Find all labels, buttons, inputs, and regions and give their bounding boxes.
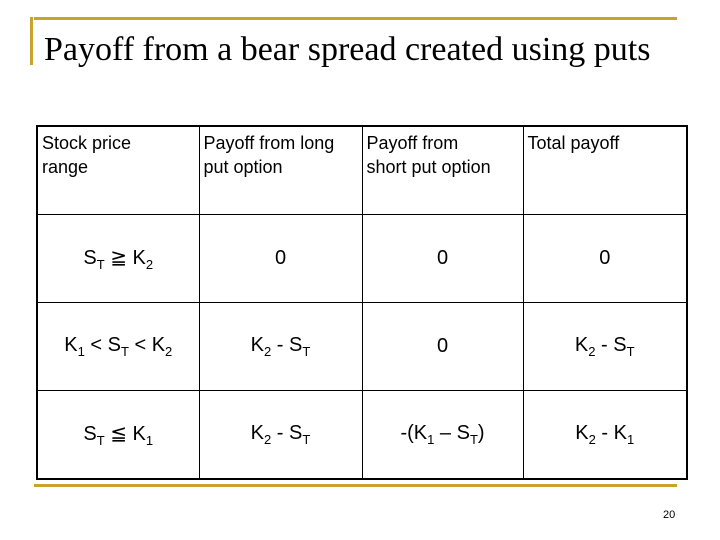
payoff-table: [36, 125, 688, 480]
cell-total: $K_2 - K_1$: [523, 390, 687, 479]
table-header-row: [37, 126, 687, 214]
slide-title: Payoff from a bear spread created using puts: [44, 31, 651, 68]
cell-total: $K_2 - S_T$: [523, 302, 687, 390]
header-long-put-payoff: Payoff from long put option: [199, 126, 362, 214]
cell-long-put: $K_2 - S_T$: [199, 302, 362, 390]
header-stock-price-range: Stock price range: [37, 126, 199, 214]
table-row: [37, 214, 687, 302]
header-total-payoff: Total payoff: [523, 126, 687, 214]
cell-short-put: 0: [362, 302, 523, 390]
cell-range: $S_T$ ≦ $K_1$: [37, 390, 199, 479]
title-accent-bar: [30, 17, 33, 65]
cell-long-put: 0: [199, 214, 362, 302]
cell-long-put: $K_2 - S_T$: [199, 390, 362, 479]
cell-range: $K_1 < S_T < K_2$: [37, 302, 199, 390]
table-row: [37, 390, 687, 479]
table-row: [37, 302, 687, 390]
page-number: 20: [663, 509, 676, 521]
cell-total: 0: [523, 214, 687, 302]
title-accent-line: [34, 17, 677, 20]
cell-range: $S_T$ ≧ $K_2$: [37, 214, 199, 302]
header-short-put-payoff: Payoff from short put option: [362, 126, 523, 214]
footer-accent-line: [34, 484, 677, 487]
cell-short-put: $-(K_1 - S_T)$: [362, 390, 523, 479]
cell-short-put: 0: [362, 214, 523, 302]
